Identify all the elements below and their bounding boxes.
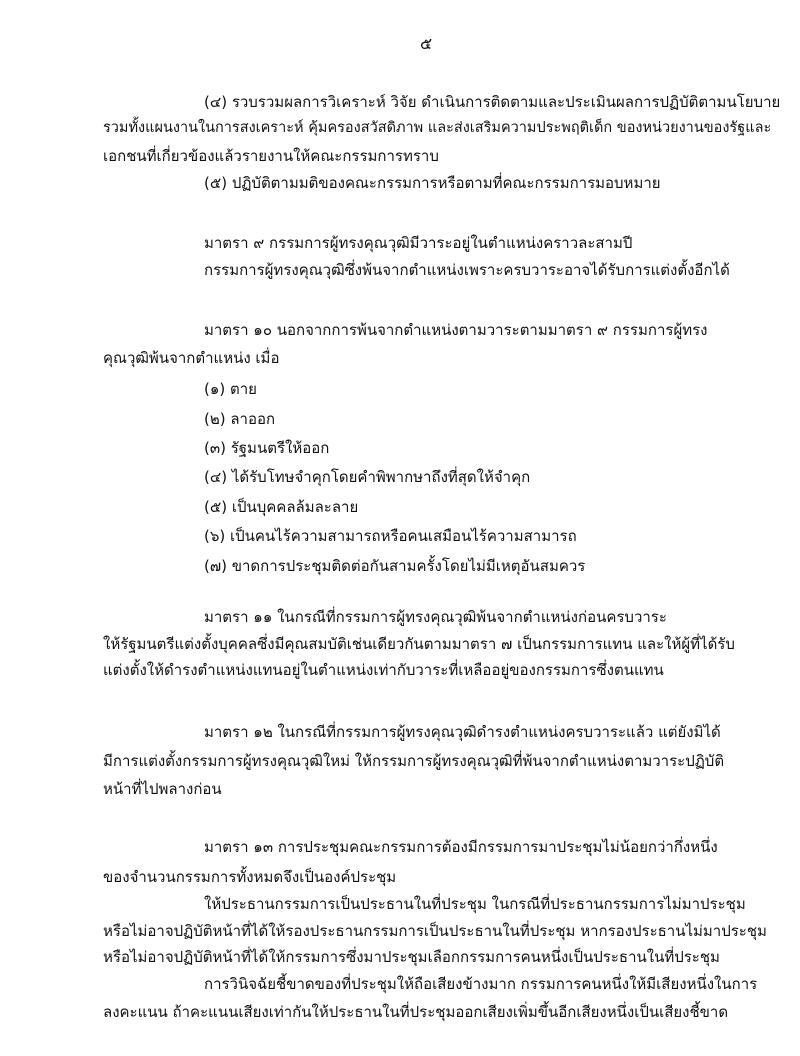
list-item-7: (๗) ขาดการประชุมติดต่อกันสามครั้งโดยไม่มีเหตุอันสมควร (204, 557, 586, 575)
text-line-20: มีการแต่งตั้งกรรมการผู้ทรงคุณวุฒิใหม่ ให้กรรมการผู้ทรงคุณวุฒิที่พ้นจากตำแหน่งตามวาระปฏิบัติ (103, 752, 725, 770)
text-line-23: ของจำนวนกรรมการทั้งหมดจึงเป็นองค์ประชุม (103, 868, 397, 886)
text-line-6: กรรมการผู้ทรงคุณวุฒิซึ่งพ้นจากตำแหน่งเพราะครบวาระอาจได้รับการแต่งตั้งอีกได้ (204, 261, 730, 279)
text-line-8: คุณวุฒิพ้นจากตำแหน่ง เมื่อ (103, 349, 280, 367)
page-number: ๕ (420, 34, 433, 53)
list-item-3: (๓) รัฐมนตรีให้ออก (204, 439, 330, 457)
text-line-18: แต่งตั้งให้ดำรงตำแหน่งแทนอยู่ในตำแหน่งเท่ากับวาระที่เหลืออยู่ของกรรมการซึ่งตนแทน (103, 661, 664, 679)
text-line-26: หรือไม่อาจปฏิบัติหน้าที่ได้ให้กรรมการซึ่งมาประชุมเลือกกรรมการคนหนึ่งเป็นประธานในที่ประชุม (103, 948, 720, 966)
text-line-21: หน้าที่ไปพลางก่อน (103, 780, 222, 798)
list-item-6: (๖) เป็นคนไร้ความสามารถหรือคนเสมือนไร้ความสามารถ (204, 527, 577, 545)
text-line-7: มาตรา ๑๐ นอกจากการพ้นจากตำแหน่งตามวาระตามมาตรา ๙ กรรมการผู้ทรง (204, 321, 708, 339)
text-line-24: ให้ประธานกรรมการเป็นประธานในที่ประชุม ในกรณีที่ประธานกรรมการไม่มาประชุม (204, 895, 746, 913)
text-line-19: มาตรา ๑๒ ในกรณีที่กรรมการผู้ทรงคุณวุฒิดำรงตำแหน่งครบวาระแล้ว แต่ยังมิได้ (204, 723, 721, 741)
list-item-4: (๔) ได้รับโทษจำคุกโดยคำพิพากษาถึงที่สุดให้จำคุก (204, 468, 531, 486)
text-line-3: เอกชนที่เกี่ยวข้องแล้วรายงานให้คณะกรรมการทราบ (103, 147, 439, 165)
list-item-5: (๕) เป็นบุคคลล้มละลาย (204, 498, 359, 516)
text-line-5: มาตรา ๙ กรรมการผู้ทรงคุณวุฒิมีวาระอยู่ในตำแหน่งคราวละสามปี (204, 234, 633, 252)
list-item-2: (๒) ลาออก (204, 410, 276, 428)
text-line-25: หรือไม่อาจปฏิบัติหน้าที่ได้ให้รองประธานกรรมการเป็นประธานในที่ประชุม หากรองประธานไม่มาประชุม (103, 922, 767, 940)
text-line-16: มาตรา ๑๑ ในกรณีที่กรรมการผู้ทรงคุณวุฒิพ้นจากตำแหน่งก่อนครบวาระ (204, 608, 667, 626)
text-line-22: มาตรา ๑๓ การประชุมคณะกรรมการต้องมีกรรมการมาประชุมไม่น้อยกว่ากึ่งหนึ่ง (204, 838, 718, 856)
text-line-2: รวมทั้งแผนงานในการสงเคราะห์ คุ้มครองสวัสดิภาพ และส่งเสริมความประพฤติเด็ก ของหน่วยงานของรัฐและ (103, 120, 772, 136)
text-line-27: การวินิจฉัยชี้ขาดของที่ประชุมให้ถือเสียงข้างมาก กรรมการคนหนึ่งให้มีเสียงหนึ่งในการ (204, 975, 758, 993)
list-item-1: (๑) ตาย (204, 380, 257, 398)
text-line-1: (๔) รวบรวมผลการวิเคราะห์ วิจัย ดำเนินการติดตามและประเมินผลการปฏิบัติตามนโยบาย (204, 93, 781, 111)
text-line-28: ลงคะแนน ถ้าคะแนนเสียงเท่ากันให้ประธานในที่ประชุมออกเสียงเพิ่มขึ้นอีกเสียงหนึ่งเป็นเสียงชี้ขาด (103, 1003, 729, 1021)
text-line-4: (๕) ปฏิบัติตามมติของคณะกรรมการหรือตามที่คณะกรรมการมอบหมาย (204, 174, 661, 192)
text-line-17: ให้รัฐมนตรีแต่งตั้งบุคคลซึ่งมีคุณสมบัติเช่นเดียวกันตามมาตรา ๗ เป็นกรรมการแทน และให้ผู้ที่ได้รับ (103, 635, 735, 653)
